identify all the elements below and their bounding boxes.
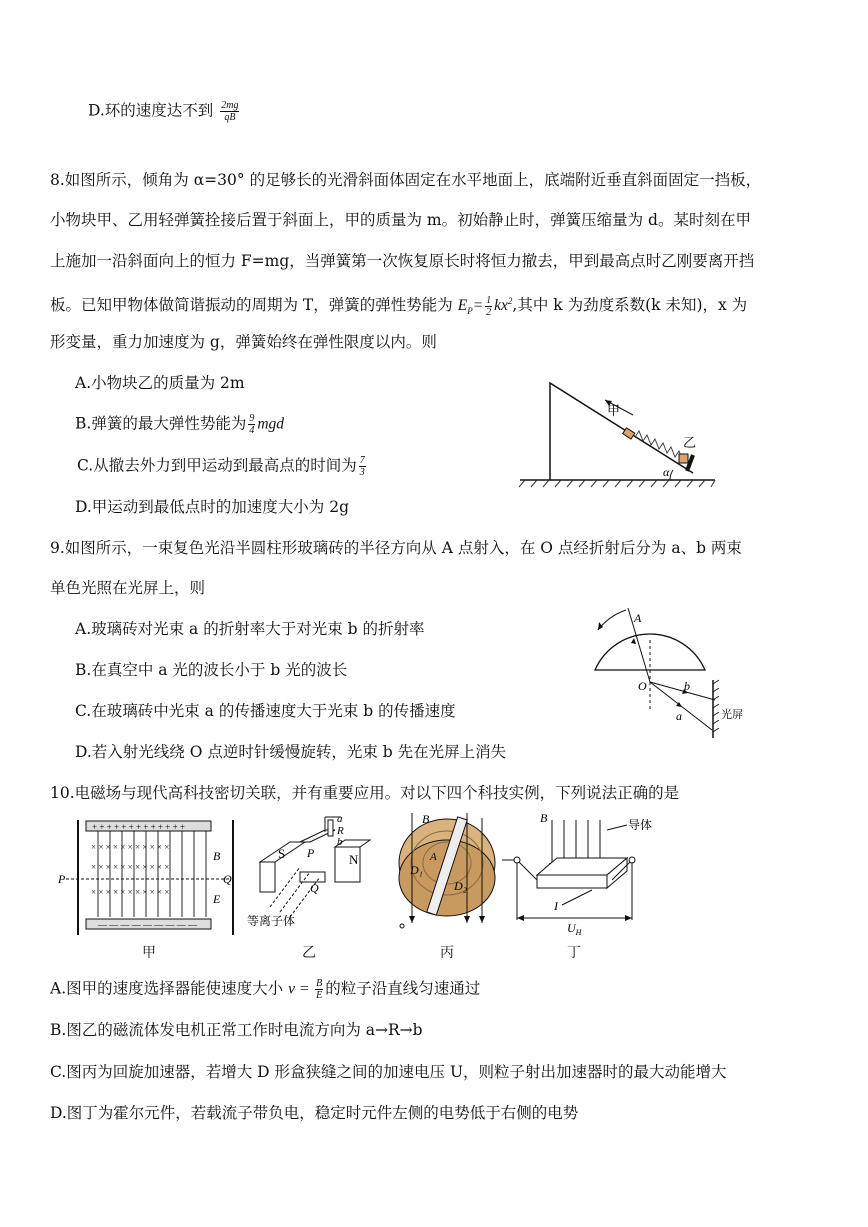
q9-option-d: D.若入射光线绕 O 点逆时针缓慢旋转，光束 b 先在光屏上消失 <box>75 743 507 761</box>
q8-stem-line-2: 小物块甲、乙用轻弹簧拴接后置于斜面上，甲的质量为 m。初始静止时，弹簧压缩量为 d。某时刻在甲 <box>50 211 751 229</box>
svg-text:+ + + + + + + + + + + + +: + + + + + + + + + + + + + <box>92 822 185 832</box>
q7-option-d-text: D.环的速度达不到 <box>88 101 214 120</box>
q7-option-d-fraction: $\frac{2mg}{qB}$ <box>221 100 239 123</box>
caption-ding: 丁 <box>567 945 581 961</box>
q8-option-c: C.从撤去外力到甲运动到最高点的时间为 $\frac{7}{3}$ <box>77 455 365 478</box>
label-UH: $U_H$ <box>567 921 582 937</box>
q8-option-b: B.弹簧的最大弹性势能为 $\frac{9}{4}$ mgd <box>75 413 285 436</box>
label-B-hall: B <box>540 811 548 825</box>
label-S: S <box>278 846 286 861</box>
label-P: P <box>58 872 66 886</box>
incline-figure <box>515 375 725 490</box>
caption-jia: 甲 <box>142 945 156 961</box>
q8-stem-line-1: 8.如图所示，倾角为 α=30° 的足够长的光滑斜面体固定在水平地面上，底端附近垂直斜面固定一挡板， <box>50 171 762 189</box>
label-E: E <box>213 892 221 906</box>
q9-stem-line-2: 单色光照在光屏上，则 <box>50 579 206 597</box>
svg-text:× × × × × × × × × × ×: × × × × × × × × × × × <box>91 862 170 872</box>
label-N: N <box>349 852 359 867</box>
label-O: O <box>638 679 647 693</box>
velocity-selector-figure <box>58 815 243 945</box>
q9-stem-line-1: 9.如图所示，一束复色光沿半圆柱形玻璃砖的半径方向从 A 点射入，在 O 点经折射后分为 a、b 两束 <box>50 539 742 557</box>
q10-option-d: D.图丁为霍尔元件，若载流子带负电，稳定时元件左侧的电势低于右侧的电势 <box>50 1104 579 1122</box>
q10-option-c: C.图丙为回旋加速器，若增大 D 形盒狭缝之间的加速电压 U，则粒子射出加速器时的最大动能增大 <box>50 1063 727 1081</box>
q8-stem-line-3: 上施加一沿斜面向上的恒力 F=mg，当弹簧第一次恢复原长时将恒力撤去，甲到最高点时乙刚要离开挡 <box>50 252 755 270</box>
svg-text:— — — — — — — — —: — — — — — — — — — <box>98 920 197 930</box>
label-conductor: 导体 <box>628 818 653 832</box>
caption-bing: 丙 <box>440 945 454 961</box>
q7-option-d <box>88 100 241 123</box>
label-alpha: α <box>663 465 670 479</box>
label-P-prime: P <box>307 846 315 860</box>
q8-option-a: A.小物块乙的质量为 2m <box>75 374 245 392</box>
cyclotron-figure <box>392 808 507 933</box>
label-B: B <box>213 849 221 863</box>
label-b-terminal: b <box>337 836 343 848</box>
elastic-energy-formula: $E_P=$ $\frac{1}{2}$ $kx^2$ <box>457 295 513 319</box>
label-R: R <box>337 825 344 837</box>
label-yi: 乙 <box>683 435 697 450</box>
label-A-point: A <box>430 851 437 863</box>
q9-option-b: B.在真空中 a 光的波长小于 b 光的波长 <box>75 661 348 679</box>
svg-text:× × × × × × × × × × ×: × × × × × × × × × × × <box>91 887 170 897</box>
svg-text:× × × × × × × × × × ×: × × × × × × × × × × × <box>91 842 170 852</box>
label-D2: D₂ <box>454 879 467 893</box>
label-plasma: 等离子体 <box>247 914 296 928</box>
label-Q: Q <box>223 872 232 886</box>
hall-element-figure <box>512 810 692 935</box>
q9-option-c: C.在玻璃砖中光束 a 的传播速度大于光束 b 的传播速度 <box>75 702 456 720</box>
q8-stem-line-4: 板。已知甲物体做简谐振动的周期为 T，弹簧的弹性势能为 $E_P=$ $\frac{1}{2}$ $kx^2$,其中 k 为劲度系数(k 未知)，x 为 <box>50 295 748 319</box>
mhd-generator-figure <box>245 812 385 927</box>
label-Q-prime: Q <box>310 881 319 895</box>
label-b: b <box>684 679 690 693</box>
glass-brick-figure <box>590 600 760 745</box>
label-B-field: B <box>422 812 430 826</box>
label-jia: 甲 <box>607 403 621 418</box>
label-A: A <box>634 611 642 625</box>
q10-stem: 10.电磁场与现代高科技密切关联，并有重要应用。对以下四个科技实例，下列说法正确的是 <box>50 784 680 802</box>
q10-option-a: A.图甲的速度选择器能使速度大小 v = $\frac{B}{E}$ 的粒子沿直线匀速通过 <box>50 978 481 1001</box>
label-a: a <box>676 709 682 723</box>
q8-stem-line-5: 形变量，重力加速度为 g，弹簧始终在弹性限度以内。则 <box>50 333 437 351</box>
label-I: I <box>554 899 558 913</box>
label-D1: D₁ <box>410 863 423 877</box>
label-a-terminal: a <box>337 813 343 825</box>
q10-option-b: B.图乙的磁流体发电机正常工作时电流方向为 a→R→b <box>50 1021 423 1039</box>
caption-yi: 乙 <box>302 945 316 961</box>
q9-option-a: A.玻璃砖对光束 a 的折射率大于对光束 b 的折射率 <box>75 620 425 638</box>
q8-option-d: D.甲运动到最低点时的加速度大小为 2g <box>75 498 350 516</box>
label-screen: 光屏 <box>721 709 743 721</box>
